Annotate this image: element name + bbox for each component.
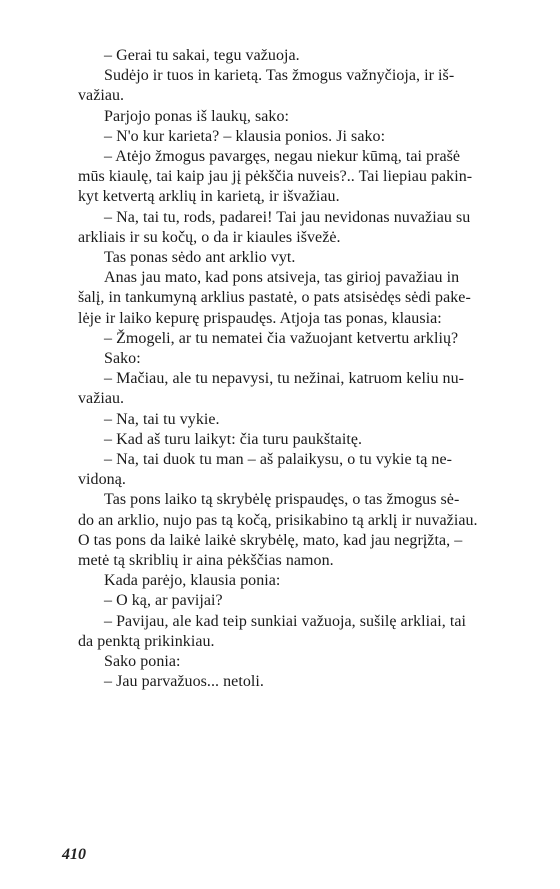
paragraph: – Jau parvažuos... netoli.: [104, 673, 264, 691]
paragraph: Sudėjo ir tuos in karietą. Tas žmogus važnyčioja, ir iš- važiau.: [78, 67, 455, 105]
paragraph: – N'o kur karieta? – klausia ponios. Ji sako:: [104, 127, 386, 145]
paragraph: Anas jau mato, kad pons atsiveja, tas girioj pavažiau in šalį, in tankumyną arklius pastatė, o pats atsisėdęs sėdi pake- lėje ir laiko kepurę prispaudęs. Atjoja tas ponas, klausia:: [78, 269, 471, 327]
paragraph: – Žmogeli, ar tu nematei čia važuojant ketvertu arklių?: [104, 329, 459, 347]
paragraph: Tas pons laiko tą skrybėlę prispaudęs, o tas žmogus sė- do an arklio, nujo pas tą kočą, prisikabino tą arklį ir nuvažiau. O tas pons da laikė laikė skrybėlę, mato, kad jau negrįžta, – metė tą skriblių ir aina pėkščias namon.: [78, 491, 478, 570]
paragraph: Sako ponia:: [104, 653, 181, 671]
paragraph: – Na, tai tu, rods, padarei! Tai jau nevidonas nuvažiau su arkliais ir su kočų, o da ir kiaules išvežė.: [78, 208, 471, 246]
paragraph: Parjojo ponas iš laukų, sako:: [104, 107, 289, 125]
paragraph: – Na, tai duok tu man – aš palaikysu, o tu vykie tą ne- vidoną.: [78, 451, 453, 489]
paragraph: Tas ponas sėdo ant arklio vyt.: [104, 249, 296, 267]
paragraph: Sako:: [104, 350, 141, 368]
paragraph: – Na, tai tu vykie.: [104, 410, 220, 428]
paragraph: – Gerai tu sakai, tegu važuoja.: [104, 47, 300, 64]
paragraph: – Atėjo žmogus pavargęs, negau niekur kūmą, tai prašė mūs kiaulę, tai kaip jau jį pėkščia nuveis?.. Tai liepiau pakin- kyt ketvertą arklių in karietą, ir išvažiau.: [78, 148, 473, 206]
page-number: 410: [62, 846, 86, 863]
paragraph: – Pavijau, ale kad teip sunkiai važuoja, sušilę arkliai, tai da penktą prikinkiau.: [78, 612, 467, 650]
paragraph: – Kad aš turu laikyt: čia turu paukštaitę.: [104, 430, 363, 448]
paragraph: – O ką, ar pavijai?: [104, 592, 223, 610]
paragraph: Kada parėjo, klausia ponia:: [104, 572, 281, 590]
body-text: [78, 46, 516, 693]
paragraph: – Mačiau, ale tu nepavysi, tu nežinai, katruom keliu nu- važiau.: [78, 370, 465, 408]
